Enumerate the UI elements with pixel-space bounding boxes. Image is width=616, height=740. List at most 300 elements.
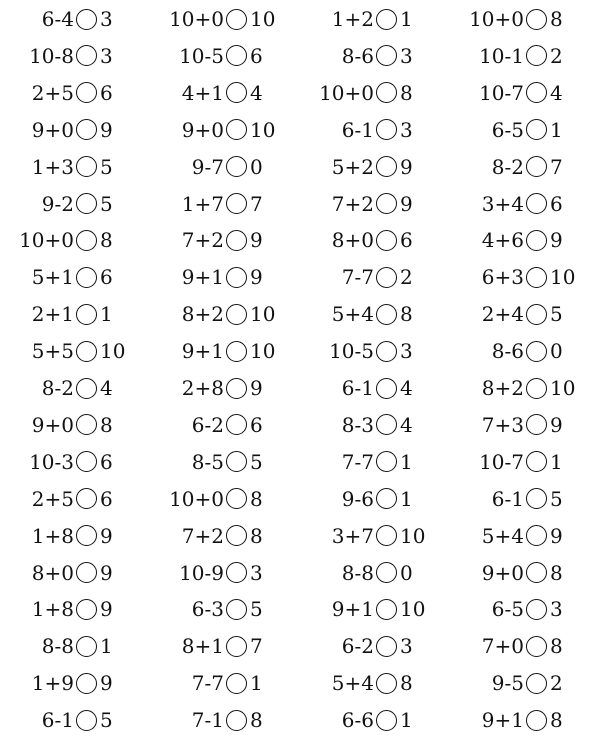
answer-circle[interactable] [526,378,547,399]
comparison-problem [479,75,563,111]
answer-circle[interactable] [376,82,397,103]
comparison-number: 9 [100,671,113,696]
answer-circle[interactable] [376,9,397,30]
expression: 6+3 [481,265,524,290]
comparison-problem [342,38,413,74]
answer-circle[interactable] [526,710,547,731]
comparison-problem [32,555,113,591]
comparison-number: 3 [550,597,563,622]
answer-circle[interactable] [526,341,547,362]
comparison-number: 5 [550,302,563,327]
comparison-problem [482,518,563,554]
comparison-problem [342,555,413,591]
comparison-number: 3 [400,339,413,364]
problem-row [0,186,616,222]
comparison-number: 6 [100,265,113,290]
comparison-number: 9 [250,376,263,400]
comparison-problem [332,591,426,627]
expression: 8-5 [191,449,224,474]
comparison-problem [342,259,413,295]
comparison-problem [342,702,413,738]
comparison-problem [32,333,126,369]
answer-circle[interactable] [76,710,97,731]
comparison-problem [29,38,113,74]
expression: 8+2 [181,302,224,327]
comparison-problem [182,628,263,664]
answer-circle[interactable] [76,599,97,620]
expression: 1+7 [181,191,224,216]
comparison-problem [182,518,263,554]
comparison-problem [32,481,113,517]
answer-circle[interactable] [226,378,247,399]
problem-row [0,555,616,591]
expression: 3+4 [481,191,524,216]
expression: 1+8 [31,523,74,548]
expression: 7+3 [481,412,524,437]
comparison-problem [192,149,263,185]
expression: 7-1 [191,708,224,733]
problem-row [0,333,616,369]
comparison-number: 8 [400,80,413,105]
answer-circle[interactable] [226,45,247,66]
expression: 5+2 [331,154,374,179]
expression: 6-1 [341,376,374,400]
expression: 8+2 [481,376,524,400]
expression: 10-7 [479,449,524,474]
comparison-number: 9 [400,191,413,216]
comparison-number: 1 [550,449,563,474]
expression: 10-8 [29,43,74,68]
comparison-number: 8 [400,302,413,327]
answer-circle[interactable] [76,9,97,30]
comparison-problem [342,407,413,443]
comparison-number: 4 [550,80,563,105]
comparison-number: 10 [400,523,426,548]
expression: 6-5 [491,117,524,142]
comparison-number: 1 [100,634,113,659]
comparison-number: 6 [250,412,263,437]
answer-circle[interactable] [76,156,97,177]
comparison-number: 8 [100,412,113,437]
comparison-number: 2 [550,43,563,68]
comparison-number: 8 [550,708,563,733]
problem-row [0,149,616,185]
expression: 2+5 [31,80,74,105]
answer-circle[interactable] [226,156,247,177]
answer-circle[interactable] [526,119,547,140]
comparison-problem [182,222,263,258]
answer-circle[interactable] [226,82,247,103]
comparison-problem [182,75,263,111]
expression: 9+1 [481,708,524,733]
comparison-number: 6 [250,43,263,68]
expression: 6-4 [41,7,74,31]
expression: 6-5 [491,597,524,622]
expression: 5+4 [331,302,374,327]
expression: 7-7 [341,449,374,474]
answer-circle[interactable] [526,193,547,214]
expression: 9+0 [481,560,524,585]
answer-circle[interactable] [376,710,397,731]
comparison-number: 7 [550,154,563,179]
answer-circle[interactable] [526,156,547,177]
comparison-number: 6 [100,80,113,105]
problem-row [0,370,616,406]
expression: 8-6 [491,339,524,364]
comparison-number: 3 [250,560,263,585]
expression: 5+4 [331,671,374,696]
expression: 7-7 [341,265,374,290]
comparison-problem [482,407,563,443]
comparison-number: 8 [550,634,563,659]
answer-circle[interactable] [526,9,547,30]
comparison-number: 7 [250,634,263,659]
comparison-number: 4 [400,412,413,437]
comparison-problem [342,444,413,480]
comparison-number: 4 [400,376,413,400]
answer-circle[interactable] [526,525,547,546]
expression: 8-8 [341,560,374,585]
comparison-number: 6 [550,191,563,216]
answer-circle[interactable] [526,673,547,694]
comparison-problem [42,628,113,664]
answer-circle[interactable] [226,267,247,288]
comparison-problem [332,149,413,185]
comparison-problem [479,38,563,74]
comparison-problem [32,259,113,295]
comparison-number: 0 [550,339,563,364]
comparison-problem [492,481,563,517]
expression: 2+8 [181,376,224,400]
comparison-number: 5 [250,597,263,622]
answer-circle[interactable] [226,451,247,472]
comparison-problem [32,75,113,111]
answer-circle[interactable] [526,230,547,251]
answer-circle[interactable] [76,488,97,509]
answer-circle[interactable] [526,599,547,620]
answer-circle[interactable] [226,599,247,620]
answer-circle[interactable] [376,341,397,362]
answer-circle[interactable] [526,82,547,103]
answer-circle[interactable] [526,414,547,435]
comparison-problem [19,222,113,258]
comparison-number: 5 [250,449,263,474]
comparison-problem [492,333,563,369]
answer-circle[interactable] [226,636,247,657]
expression: 9-2 [41,191,74,216]
comparison-problem [182,370,263,406]
comparison-problem [329,333,413,369]
answer-circle[interactable] [376,488,397,509]
expression: 5+5 [31,339,74,364]
answer-circle[interactable] [376,193,397,214]
answer-circle[interactable] [76,304,97,325]
answer-circle[interactable] [226,193,247,214]
problem-row [0,665,616,701]
answer-circle[interactable] [526,267,547,288]
answer-circle[interactable] [226,488,247,509]
expression: 6-6 [341,708,374,733]
comparison-problem [342,370,413,406]
answer-circle[interactable] [76,378,97,399]
expression: 5+1 [31,265,74,290]
comparison-problem [492,112,563,148]
answer-circle[interactable] [376,673,397,694]
expression: 7+0 [481,634,524,659]
comparison-number: 1 [400,708,413,733]
problem-row [0,702,616,738]
answer-circle[interactable] [76,673,97,694]
answer-circle[interactable] [526,488,547,509]
problem-row [0,1,616,37]
comparison-problem [29,444,113,480]
expression: 6-2 [191,412,224,437]
expression: 10+0 [469,7,524,31]
answer-circle[interactable] [526,304,547,325]
comparison-problem [492,149,563,185]
problem-row [0,296,616,332]
comparison-problem [32,591,113,627]
expression: 4+6 [481,228,524,253]
expression: 1+9 [31,671,74,696]
comparison-number: 10 [550,376,576,400]
answer-circle[interactable] [226,9,247,30]
comparison-problem [192,702,263,738]
expression: 7+2 [181,523,224,548]
comparison-number: 5 [100,191,113,216]
comparison-problem [169,1,275,37]
answer-circle[interactable] [76,230,97,251]
comparison-problem [32,112,113,148]
problem-row [0,112,616,148]
comparison-number: 1 [400,449,413,474]
comparison-number: 10 [250,117,276,142]
expression: 10-5 [179,43,224,68]
comparison-problem [192,665,263,701]
answer-circle[interactable] [226,304,247,325]
problem-row [0,591,616,627]
comparison-number: 0 [250,154,263,179]
expression: 9+1 [331,597,374,622]
answer-circle[interactable] [526,451,547,472]
answer-circle[interactable] [376,304,397,325]
comparison-problem [182,186,263,222]
comparison-number: 3 [400,634,413,659]
expression: 10+0 [319,80,374,105]
comparison-number: 5 [100,708,113,733]
comparison-number: 8 [250,486,263,511]
comparison-problem [482,186,563,222]
expression: 1+8 [31,597,74,622]
comparison-problem [182,296,276,332]
answer-circle[interactable] [376,636,397,657]
answer-circle[interactable] [226,230,247,251]
expression: 5+4 [481,523,524,548]
answer-circle[interactable] [376,378,397,399]
answer-circle[interactable] [76,193,97,214]
comparison-problem [482,370,576,406]
problem-row [0,75,616,111]
comparison-number: 6 [400,228,413,253]
comparison-problem [342,112,413,148]
comparison-number: 9 [250,228,263,253]
expression: 7+2 [181,228,224,253]
expression: 10-3 [29,449,74,474]
expression: 9+1 [181,339,224,364]
comparison-number: 8 [550,7,563,31]
expression: 2+5 [31,486,74,511]
comparison-problem [179,38,263,74]
problem-row [0,38,616,74]
expression: 7+2 [331,191,374,216]
expression: 10+0 [19,228,74,253]
comparison-number: 9 [550,523,563,548]
answer-circle[interactable] [226,525,247,546]
comparison-number: 2 [550,671,563,696]
problem-row [0,444,616,480]
comparison-number: 9 [550,228,563,253]
expression: 6-1 [491,486,524,511]
comparison-number: 10 [250,302,276,327]
answer-circle[interactable] [76,525,97,546]
comparison-number: 1 [550,117,563,142]
comparison-number: 9 [100,597,113,622]
expression: 6-1 [341,117,374,142]
comparison-number: 8 [250,523,263,548]
comparison-problem [182,333,276,369]
comparison-problem [32,407,113,443]
comparison-number: 10 [100,339,126,364]
answer-circle[interactable] [76,267,97,288]
comparison-number: 9 [100,117,113,142]
comparison-number: 3 [100,7,113,31]
expression: 8-2 [41,376,74,400]
comparison-problem [482,628,563,664]
answer-circle[interactable] [76,119,97,140]
answer-circle[interactable] [376,230,397,251]
expression: 10-9 [179,560,224,585]
comparison-number: 1 [400,486,413,511]
answer-circle[interactable] [376,599,397,620]
expression: 9-5 [491,671,524,696]
comparison-problem [469,1,563,37]
expression: 1+2 [331,7,374,31]
answer-circle[interactable] [226,562,247,583]
expression: 6-2 [341,634,374,659]
comparison-number: 8 [550,560,563,585]
comparison-number: 9 [100,560,113,585]
problem-row [0,481,616,517]
comparison-number: 10 [400,597,426,622]
comparison-number: 10 [250,339,276,364]
comparison-number: 6 [100,449,113,474]
answer-circle[interactable] [526,562,547,583]
comparison-problem [332,665,413,701]
answer-circle[interactable] [226,119,247,140]
answer-circle[interactable] [376,267,397,288]
comparison-problem [319,75,413,111]
comparison-number: 0 [400,560,413,585]
comparison-problem [492,591,563,627]
comparison-number: 9 [400,154,413,179]
answer-circle[interactable] [376,414,397,435]
comparison-problem [482,702,563,738]
expression: 2+1 [31,302,74,327]
answer-circle[interactable] [226,341,247,362]
comparison-problem [342,628,413,664]
comparison-number: 1 [250,671,263,696]
comparison-problem [192,444,263,480]
comparison-problem [179,555,263,591]
comparison-number: 8 [100,228,113,253]
comparison-problem [332,1,413,37]
comparison-number: 6 [100,486,113,511]
answer-circle[interactable] [76,45,97,66]
comparison-number: 2 [400,265,413,290]
answer-circle[interactable] [376,119,397,140]
expression: 10-5 [329,339,374,364]
expression: 8+0 [31,560,74,585]
answer-circle[interactable] [226,710,247,731]
answer-circle[interactable] [76,636,97,657]
answer-circle[interactable] [376,451,397,472]
expression: 3+7 [331,523,374,548]
comparison-problem [182,259,263,295]
answer-circle[interactable] [376,562,397,583]
expression: 8-3 [341,412,374,437]
answer-circle[interactable] [226,673,247,694]
expression: 9+1 [181,265,224,290]
comparison-problem [192,591,263,627]
comparison-problem [482,259,576,295]
comparison-number: 9 [250,265,263,290]
answer-circle[interactable] [76,341,97,362]
comparison-number: 4 [100,376,113,400]
comparison-number: 1 [100,302,113,327]
answer-circle[interactable] [526,45,547,66]
answer-circle[interactable] [526,636,547,657]
comparison-problem [332,186,413,222]
comparison-problem [169,481,263,517]
expression: 2+4 [481,302,524,327]
comparison-number: 9 [550,412,563,437]
answer-circle[interactable] [76,562,97,583]
answer-circle[interactable] [76,451,97,472]
expression: 9+0 [31,412,74,437]
expression: 4+1 [181,80,224,105]
answer-circle[interactable] [76,414,97,435]
comparison-number: 9 [100,523,113,548]
expression: 10+0 [169,7,224,31]
comparison-problem [482,555,563,591]
comparison-number: 3 [400,43,413,68]
comparison-problem [42,370,113,406]
comparison-number: 4 [250,80,263,105]
comparison-problem [42,186,113,222]
answer-circle[interactable] [76,82,97,103]
expression: 7-7 [191,671,224,696]
problem-row [0,518,616,554]
problem-row [0,222,616,258]
answer-circle[interactable] [226,414,247,435]
comparison-problem [32,296,113,332]
problem-row [0,628,616,664]
answer-circle[interactable] [376,525,397,546]
comparison-number: 5 [550,486,563,511]
answer-circle[interactable] [376,156,397,177]
answer-circle[interactable] [376,45,397,66]
comparison-number: 7 [250,191,263,216]
